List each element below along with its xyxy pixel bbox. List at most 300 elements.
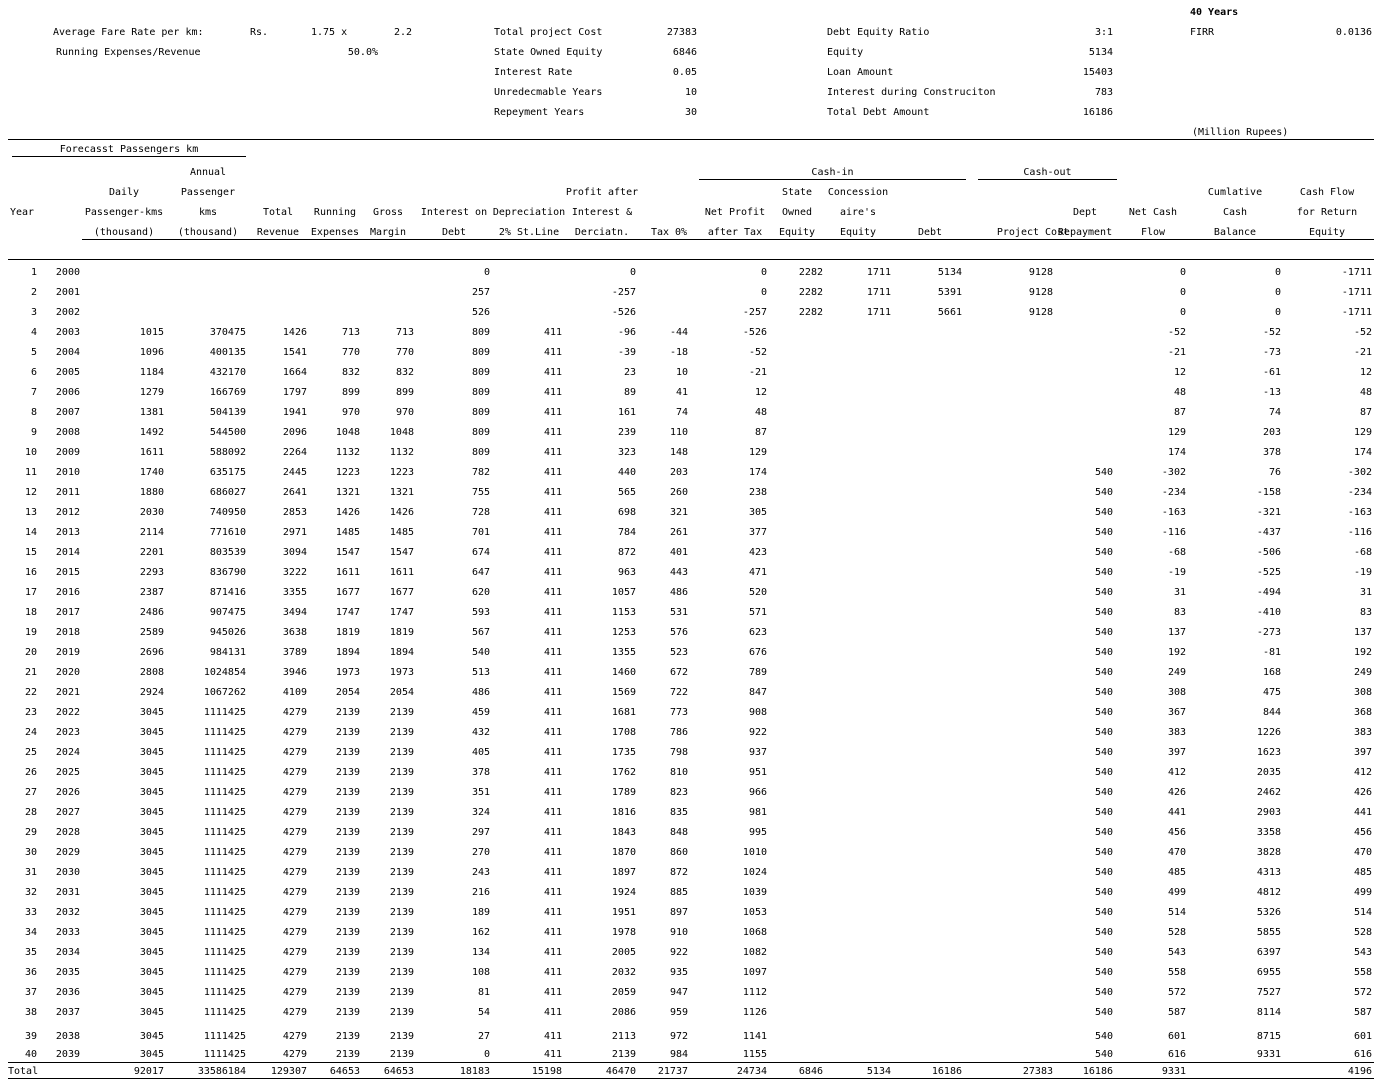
- table-cell: 701: [471, 527, 490, 538]
- table-cell: 1253: [611, 627, 636, 638]
- table-cell: 963: [617, 567, 636, 578]
- table-cell: -506: [1256, 547, 1281, 558]
- row-year: 2029: [55, 847, 80, 858]
- table-cell: 1711: [866, 307, 891, 318]
- divider: [8, 259, 1374, 260]
- row-index: 14: [24, 527, 37, 538]
- table-cell: -18: [669, 347, 688, 358]
- table-cell: 456: [1167, 827, 1186, 838]
- table-cell: 959: [669, 1007, 688, 1018]
- table-cell: 1797: [282, 387, 307, 398]
- table-cell: 4279: [282, 867, 307, 878]
- table-cell: 623: [748, 627, 767, 638]
- column-header-text: Total: [262, 207, 294, 218]
- table-cell: 6397: [1256, 947, 1281, 958]
- table-cell: 383: [1167, 727, 1186, 738]
- table-cell: 1226: [1256, 727, 1281, 738]
- table-cell: 4109: [282, 687, 307, 698]
- table-cell: 848: [669, 827, 688, 838]
- totals-cell: 64653: [383, 1066, 414, 1077]
- table-cell: -257: [611, 287, 636, 298]
- table-cell: 470: [1167, 847, 1186, 858]
- table-cell: 3789: [282, 647, 307, 658]
- table-cell: 1677: [335, 587, 360, 598]
- table-cell: 540: [1094, 527, 1113, 538]
- table-cell: 2139: [389, 1049, 414, 1060]
- table-cell: 2139: [389, 887, 414, 898]
- table-cell: 1819: [389, 627, 414, 638]
- column-header-text: Gross: [372, 207, 404, 218]
- table-cell: -52: [1353, 327, 1372, 338]
- table-cell: 1112: [742, 987, 767, 998]
- column-header-text: Equity: [1308, 227, 1346, 238]
- table-cell: 1015: [139, 327, 164, 338]
- table-cell: 4279: [282, 707, 307, 718]
- table-cell: 540: [1094, 947, 1113, 958]
- table-cell: 3045: [139, 1049, 164, 1060]
- row-year: 2011: [55, 487, 80, 498]
- column-header-text: Repayment: [1057, 227, 1113, 238]
- table-cell: 54: [477, 1007, 490, 1018]
- table-cell: 722: [669, 687, 688, 698]
- table-cell: 1623: [1256, 747, 1281, 758]
- table-cell: 1951: [611, 907, 636, 918]
- table-cell: 411: [543, 527, 562, 538]
- table-cell: 1111425: [203, 707, 246, 718]
- table-cell: 5326: [1256, 907, 1281, 918]
- table-cell: 2139: [335, 747, 360, 758]
- table-cell: -96: [617, 327, 636, 338]
- table-cell: 1978: [611, 927, 636, 938]
- param-label: Total project Cost: [494, 27, 603, 38]
- row-index: 10: [24, 447, 37, 458]
- table-cell: 970: [395, 407, 414, 418]
- table-cell: 411: [543, 1007, 562, 1018]
- table-cell: 528: [1353, 927, 1372, 938]
- table-cell: 383: [1353, 727, 1372, 738]
- table-cell: 370475: [209, 327, 246, 338]
- param-label: Equity: [827, 47, 864, 58]
- row-year: 2006: [55, 387, 80, 398]
- table-cell: -163: [1347, 507, 1372, 518]
- table-cell: 540: [1094, 927, 1113, 938]
- param-label: Repeyment Years: [494, 107, 585, 118]
- table-cell: 540: [1094, 547, 1113, 558]
- table-cell: 2139: [335, 807, 360, 818]
- table-cell: 937: [748, 747, 767, 758]
- row-index: 22: [24, 687, 37, 698]
- row-year: 2039: [55, 1049, 80, 1060]
- table-cell: 540: [1094, 747, 1113, 758]
- table-cell: 411: [543, 487, 562, 498]
- table-cell: 166769: [209, 387, 246, 398]
- column-header-text: Passenger-kms: [84, 207, 164, 218]
- table-cell: 411: [543, 367, 562, 378]
- table-cell: 2282: [798, 307, 823, 318]
- table-cell: 261: [669, 527, 688, 538]
- table-cell: 2462: [1256, 787, 1281, 798]
- table-cell: 540: [1094, 867, 1113, 878]
- table-cell: 249: [1167, 667, 1186, 678]
- table-cell: 270: [471, 847, 490, 858]
- table-cell: 773: [669, 707, 688, 718]
- table-cell: 540: [1094, 767, 1113, 778]
- table-cell: 0: [1179, 267, 1186, 278]
- table-cell: 2924: [139, 687, 164, 698]
- table-cell: 786: [669, 727, 688, 738]
- row-index: 24: [24, 727, 37, 738]
- table-cell: 411: [543, 507, 562, 518]
- column-header-text: Revenue: [256, 227, 300, 238]
- table-cell: 528: [1167, 927, 1186, 938]
- row-year: 2000: [55, 267, 80, 278]
- table-cell: 411: [543, 847, 562, 858]
- table-cell: 243: [471, 867, 490, 878]
- table-cell: 809: [471, 347, 490, 358]
- row-index: 20: [24, 647, 37, 658]
- totals-cell: 16186: [931, 1066, 962, 1077]
- table-cell: 803539: [209, 547, 246, 558]
- table-cell: 9128: [1028, 287, 1053, 298]
- table-cell: 351: [471, 787, 490, 798]
- table-cell: 540: [1094, 627, 1113, 638]
- totals-cell: 21737: [657, 1066, 688, 1077]
- table-cell: 411: [543, 407, 562, 418]
- table-cell: 189: [471, 907, 490, 918]
- row-index: 4: [30, 327, 37, 338]
- table-cell: 3045: [139, 927, 164, 938]
- table-cell: 2139: [389, 907, 414, 918]
- table-cell: 544500: [209, 427, 246, 438]
- table-cell: 367: [1167, 707, 1186, 718]
- row-index: 1: [30, 267, 37, 278]
- table-cell: 1048: [335, 427, 360, 438]
- row-year: 2038: [55, 1031, 80, 1042]
- table-cell: 2139: [335, 967, 360, 978]
- table-cell: 4279: [282, 787, 307, 798]
- table-cell: 411: [543, 347, 562, 358]
- table-cell: 499: [1353, 887, 1372, 898]
- table-cell: 1111425: [203, 1007, 246, 1018]
- row-index: 30: [24, 847, 37, 858]
- table-cell: 9128: [1028, 307, 1053, 318]
- table-cell: 0: [1274, 287, 1281, 298]
- table-cell: -1711: [1341, 307, 1372, 318]
- table-cell: -526: [611, 307, 636, 318]
- table-cell: 3045: [139, 847, 164, 858]
- column-header-text: Interest &: [571, 207, 633, 218]
- param-label: Interest during Construciton: [827, 87, 996, 98]
- table-cell: 137: [1167, 627, 1186, 638]
- table-cell: 2139: [335, 927, 360, 938]
- totals-cell: 64653: [329, 1066, 360, 1077]
- table-cell: 616: [1353, 1049, 1372, 1060]
- table-cell: 1053: [742, 907, 767, 918]
- table-cell: -73: [1262, 347, 1281, 358]
- table-cell: 540: [1094, 567, 1113, 578]
- table-cell: -257: [742, 307, 767, 318]
- row-index: 17: [24, 587, 37, 598]
- table-cell: 809: [471, 447, 490, 458]
- table-cell: 9331: [1256, 1049, 1281, 1060]
- param-value: 15403: [1082, 67, 1113, 78]
- table-cell: 74: [1268, 407, 1281, 418]
- table-cell: 2201: [139, 547, 164, 558]
- table-cell: 432170: [209, 367, 246, 378]
- table-cell: 161: [617, 407, 636, 418]
- table-cell: 297: [471, 827, 490, 838]
- table-cell: 2486: [139, 607, 164, 618]
- row-year: 2012: [55, 507, 80, 518]
- table-cell: 2035: [1256, 767, 1281, 778]
- row-year: 2028: [55, 827, 80, 838]
- table-cell: -39: [617, 347, 636, 358]
- table-cell: -526: [742, 327, 767, 338]
- column-header-text: Cumlative: [1207, 187, 1263, 198]
- table-cell: 1184: [139, 367, 164, 378]
- table-cell: 844: [1262, 707, 1281, 718]
- table-cell: 935: [669, 967, 688, 978]
- row-index: 2: [30, 287, 37, 298]
- table-cell: 411: [543, 667, 562, 678]
- table-cell: 899: [395, 387, 414, 398]
- row-index: 6: [30, 367, 37, 378]
- table-cell: 168: [1262, 667, 1281, 678]
- table-cell: 411: [543, 1049, 562, 1060]
- table-cell: 5661: [937, 307, 962, 318]
- table-cell: 1485: [389, 527, 414, 538]
- table-cell: 308: [1167, 687, 1186, 698]
- column-header-text: Profit after: [565, 187, 639, 198]
- table-cell: 3045: [139, 987, 164, 998]
- table-cell: 2139: [335, 947, 360, 958]
- table-cell: 2808: [139, 667, 164, 678]
- table-cell: 810: [669, 767, 688, 778]
- row-year: 2032: [55, 907, 80, 918]
- table-cell: 540: [1094, 487, 1113, 498]
- table-cell: 872: [669, 867, 688, 878]
- table-cell: 871416: [209, 587, 246, 598]
- table-cell: 2139: [335, 787, 360, 798]
- table-cell: 3045: [139, 767, 164, 778]
- table-cell: -321: [1256, 507, 1281, 518]
- totals-cell: 5134: [866, 1066, 891, 1077]
- column-header-text: Running: [313, 207, 357, 218]
- table-cell: 2139: [335, 727, 360, 738]
- table-cell: 784: [617, 527, 636, 538]
- table-cell: 3094: [282, 547, 307, 558]
- table-cell: 1111425: [203, 927, 246, 938]
- table-cell: 4279: [282, 1031, 307, 1042]
- table-cell: 411: [543, 707, 562, 718]
- table-cell: 5391: [937, 287, 962, 298]
- table-cell: 945026: [209, 627, 246, 638]
- table-cell: 456: [1353, 827, 1372, 838]
- table-cell: 87: [1173, 407, 1186, 418]
- table-cell: -116: [1347, 527, 1372, 538]
- column-header-text: Passenger: [180, 187, 236, 198]
- table-cell: -81: [1262, 647, 1281, 658]
- totals-cell: 15198: [531, 1066, 562, 1077]
- table-cell: 89: [623, 387, 636, 398]
- table-cell: 5855: [1256, 927, 1281, 938]
- table-cell: 108: [471, 967, 490, 978]
- table-cell: 5134: [937, 267, 962, 278]
- table-cell: 1111425: [203, 727, 246, 738]
- table-cell: 475: [1262, 687, 1281, 698]
- table-cell: 411: [543, 447, 562, 458]
- row-year: 2008: [55, 427, 80, 438]
- table-cell: 1426: [282, 327, 307, 338]
- table-cell: 2139: [389, 867, 414, 878]
- row-year: 2003: [55, 327, 80, 338]
- table-cell: 2139: [389, 827, 414, 838]
- table-cell: 908: [748, 707, 767, 718]
- table-cell: 485: [1353, 867, 1372, 878]
- table-cell: 1681: [611, 707, 636, 718]
- table-cell: 323: [617, 447, 636, 458]
- table-cell: 587: [1353, 1007, 1372, 1018]
- table-cell: 984: [669, 1049, 688, 1060]
- table-cell: 540: [1094, 1007, 1113, 1018]
- table-cell: 616: [1167, 1049, 1186, 1060]
- table-cell: 148: [669, 447, 688, 458]
- table-cell: 1941: [282, 407, 307, 418]
- table-cell: 832: [395, 367, 414, 378]
- table-cell: 789: [748, 667, 767, 678]
- row-index: 38: [24, 1007, 37, 1018]
- table-cell: 192: [1353, 647, 1372, 658]
- table-cell: 411: [543, 987, 562, 998]
- param-value: 30: [684, 107, 697, 118]
- row-index: 27: [24, 787, 37, 798]
- table-cell: -1711: [1341, 267, 1372, 278]
- table-cell: 4279: [282, 947, 307, 958]
- table-cell: 1426: [335, 507, 360, 518]
- table-cell: 216: [471, 887, 490, 898]
- table-cell: 2139: [389, 787, 414, 798]
- table-cell: 486: [471, 687, 490, 698]
- row-index: 11: [24, 467, 37, 478]
- table-cell: 1279: [139, 387, 164, 398]
- totals-cell: 129307: [270, 1066, 307, 1077]
- table-cell: -19: [1167, 567, 1186, 578]
- param-label: State Owned Equity: [494, 47, 603, 58]
- table-cell: 4279: [282, 747, 307, 758]
- table-cell: 601: [1167, 1031, 1186, 1042]
- table-cell: 411: [543, 767, 562, 778]
- row-index: 35: [24, 947, 37, 958]
- table-cell: 378: [471, 767, 490, 778]
- table-cell: -158: [1256, 487, 1281, 498]
- column-header-text: Owned: [781, 207, 813, 218]
- table-cell: 411: [543, 967, 562, 978]
- table-cell: 540: [1094, 887, 1113, 898]
- row-year: 2005: [55, 367, 80, 378]
- table-cell: 540: [471, 647, 490, 658]
- column-header-text: Margin: [369, 227, 407, 238]
- table-cell: 2139: [611, 1049, 636, 1060]
- table-cell: 540: [1094, 707, 1113, 718]
- table-cell: 1611: [139, 447, 164, 458]
- table-cell: 984131: [209, 647, 246, 658]
- table-cell: 4812: [1256, 887, 1281, 898]
- table-cell: -52: [1262, 327, 1281, 338]
- table-cell: -302: [1161, 467, 1186, 478]
- table-cell: 1223: [389, 467, 414, 478]
- table-cell: 740950: [209, 507, 246, 518]
- row-year: 2015: [55, 567, 80, 578]
- table-cell: 809: [471, 327, 490, 338]
- table-cell: 540: [1094, 787, 1113, 798]
- table-cell: 411: [543, 927, 562, 938]
- table-cell: 129: [748, 447, 767, 458]
- table-cell: 1973: [389, 667, 414, 678]
- row-index: 40: [24, 1049, 37, 1060]
- table-cell: 1321: [389, 487, 414, 498]
- table-cell: 397: [1167, 747, 1186, 758]
- table-cell: 540: [1094, 647, 1113, 658]
- table-cell: 174: [748, 467, 767, 478]
- table-cell: 540: [1094, 1049, 1113, 1060]
- row-year: 2010: [55, 467, 80, 478]
- table-cell: 2139: [389, 707, 414, 718]
- table-cell: -1711: [1341, 287, 1372, 298]
- column-header-text: Tax 0%: [650, 227, 688, 238]
- table-cell: 972: [669, 1031, 688, 1042]
- sheet-title: 40 Years: [1190, 7, 1239, 18]
- row-index: 8: [30, 407, 37, 418]
- table-cell: 3494: [282, 607, 307, 618]
- table-cell: 922: [669, 947, 688, 958]
- table-cell: 1111425: [203, 747, 246, 758]
- table-cell: 1897: [611, 867, 636, 878]
- table-cell: 249: [1353, 667, 1372, 678]
- column-header-text: Balance: [1213, 227, 1257, 238]
- row-index: 36: [24, 967, 37, 978]
- column-header-text: Dept: [1072, 207, 1098, 218]
- table-cell: 3045: [139, 907, 164, 918]
- table-cell: 260: [669, 487, 688, 498]
- column-header-text: Debt: [917, 227, 943, 238]
- row-index: 34: [24, 927, 37, 938]
- table-cell: -13: [1262, 387, 1281, 398]
- table-cell: 485: [1167, 867, 1186, 878]
- table-cell: 4279: [282, 1007, 307, 1018]
- table-cell: 981: [748, 807, 767, 818]
- table-cell: 809: [471, 367, 490, 378]
- table-cell: 411: [543, 427, 562, 438]
- row-index: 37: [24, 987, 37, 998]
- table-cell: 3045: [139, 1031, 164, 1042]
- table-cell: 321: [669, 507, 688, 518]
- totals-cell: 6846: [798, 1066, 823, 1077]
- table-cell: 1460: [611, 667, 636, 678]
- table-cell: 540: [1094, 827, 1113, 838]
- divider: [8, 1078, 1374, 1079]
- table-cell: 1111425: [203, 1049, 246, 1060]
- table-cell: 1541: [282, 347, 307, 358]
- table-cell: 2139: [335, 827, 360, 838]
- param-label: Total Debt Amount: [827, 107, 930, 118]
- table-cell: 588092: [209, 447, 246, 458]
- table-cell: 411: [543, 687, 562, 698]
- table-cell: 412: [1167, 767, 1186, 778]
- table-cell: 4279: [282, 907, 307, 918]
- row-index: 32: [24, 887, 37, 898]
- row-year: 2013: [55, 527, 80, 538]
- table-cell: 257: [471, 287, 490, 298]
